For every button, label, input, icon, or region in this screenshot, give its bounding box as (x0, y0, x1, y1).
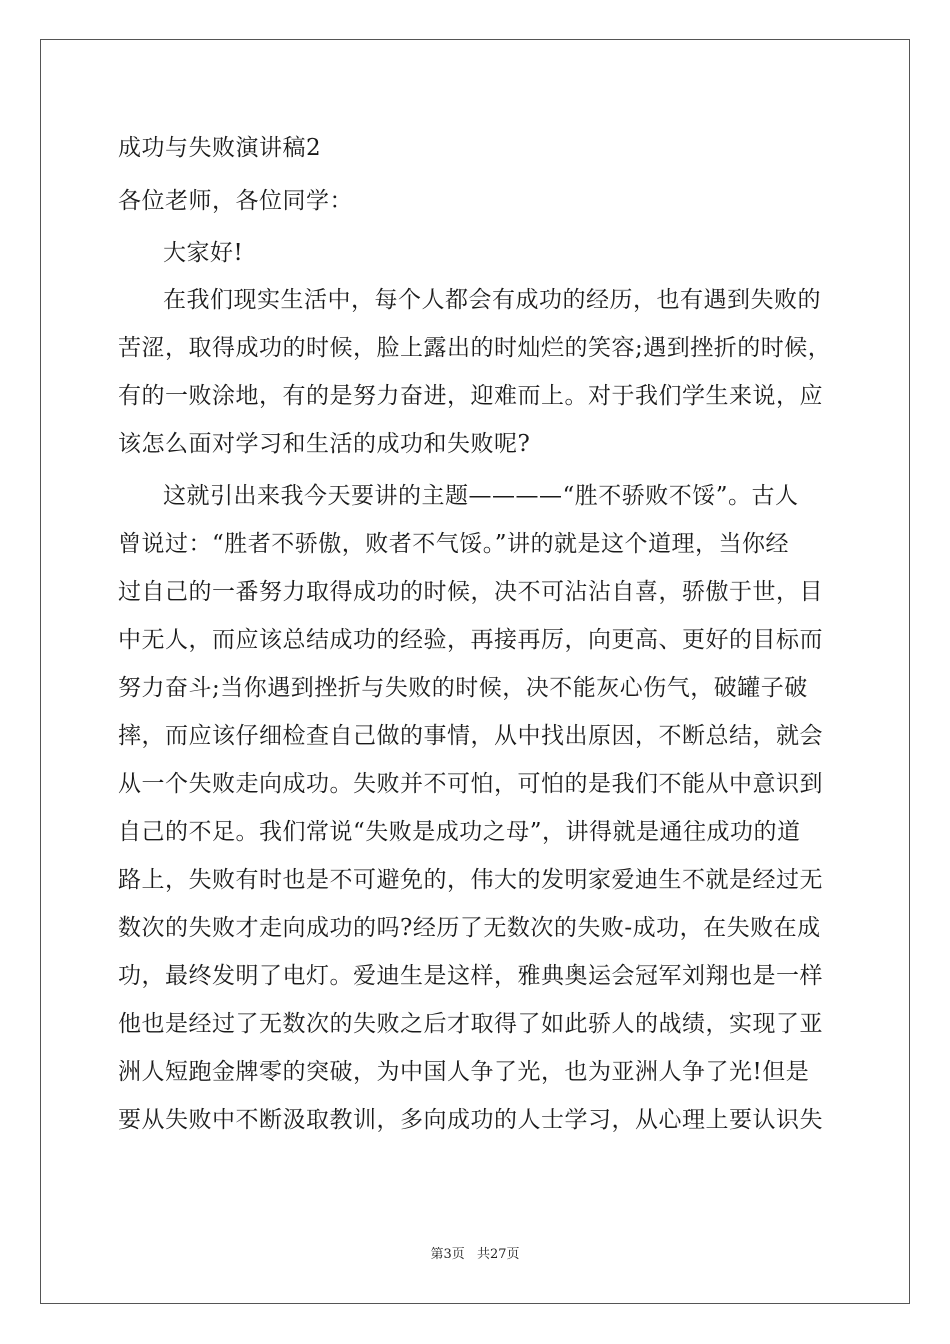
total-pages: 共27页 (476, 1247, 520, 1262)
greeting: 大家好! (163, 240, 244, 266)
paragraph-line: 自己的不足。我们常说“失败是成功之母”，讲得就是通往成功的道 (118, 819, 801, 845)
paragraph-line: 要从失败中不断汲取教训，多向成功的人士学习，从心理上要认识失 (118, 1107, 823, 1133)
paragraph-line: 在我们现实生活中，每个人都会有成功的经历，也有遇到失败的 (163, 287, 821, 313)
paragraph-line: 过自己的一番努力取得成功的时候，决不可沾沾自喜，骄傲于世，目 (118, 579, 823, 605)
paragraph-line: 路上，失败有时也是不可避免的，伟大的发明家爱迪生不就是经过无 (118, 867, 823, 893)
page-number: 第3页 (430, 1247, 465, 1262)
paragraph-line: 曾说过：“胜者不骄傲，败者不气馁。”讲的就是这个道理，当你经 (118, 531, 790, 557)
paragraph-line: 他也是经过了无数次的失败之后才取得了如此骄人的战绩，实现了亚 (118, 1011, 823, 1037)
paragraph-line: 苦涩，取得成功的时候，脸上露出的时灿烂的笑容;遇到挫折的时候， (118, 335, 832, 361)
paragraph-line: 中无人，而应该总结成功的经验，再接再厉，向更高、更好的目标而 (118, 627, 823, 653)
paragraph-line: 有的一败涂地，有的是努力奋进，迎难而上。对于我们学生来说，应 (118, 383, 823, 409)
paragraph-line: 努力奋斗;当你遇到挫折与失败的时候，决不能灰心伤气，破罐子破 (118, 675, 808, 701)
paragraph-line: 从一个失败走向成功。失败并不可怕，可怕的是我们不能从中意识到 (118, 771, 823, 797)
paragraph-line: 洲人短跑金牌零的突破，为中国人争了光，也为亚洲人争了光!但是 (118, 1059, 810, 1085)
paragraph-line: 这就引出来我今天要讲的主题————“胜不骄败不馁”。古人 (163, 483, 799, 509)
salutation: 各位老师，各位同学： (118, 188, 353, 214)
paragraph-line: 该怎么面对学习和生活的成功和失败呢? (118, 431, 531, 457)
document-title: 成功与失败演讲稿2 (118, 135, 322, 161)
page-footer (0, 1246, 950, 1264)
paragraph-line: 摔，而应该仔细检查自己做的事情，从中找出原因，不断总结，就会 (118, 723, 823, 749)
paragraph-line: 数次的失败才走向成功的吗?经历了无数次的失败-成功，在失败在成 (118, 915, 821, 941)
paragraph-line: 功，最终发明了电灯。爱迪生是这样，雅典奥运会冠军刘翔也是一样 (118, 963, 823, 989)
